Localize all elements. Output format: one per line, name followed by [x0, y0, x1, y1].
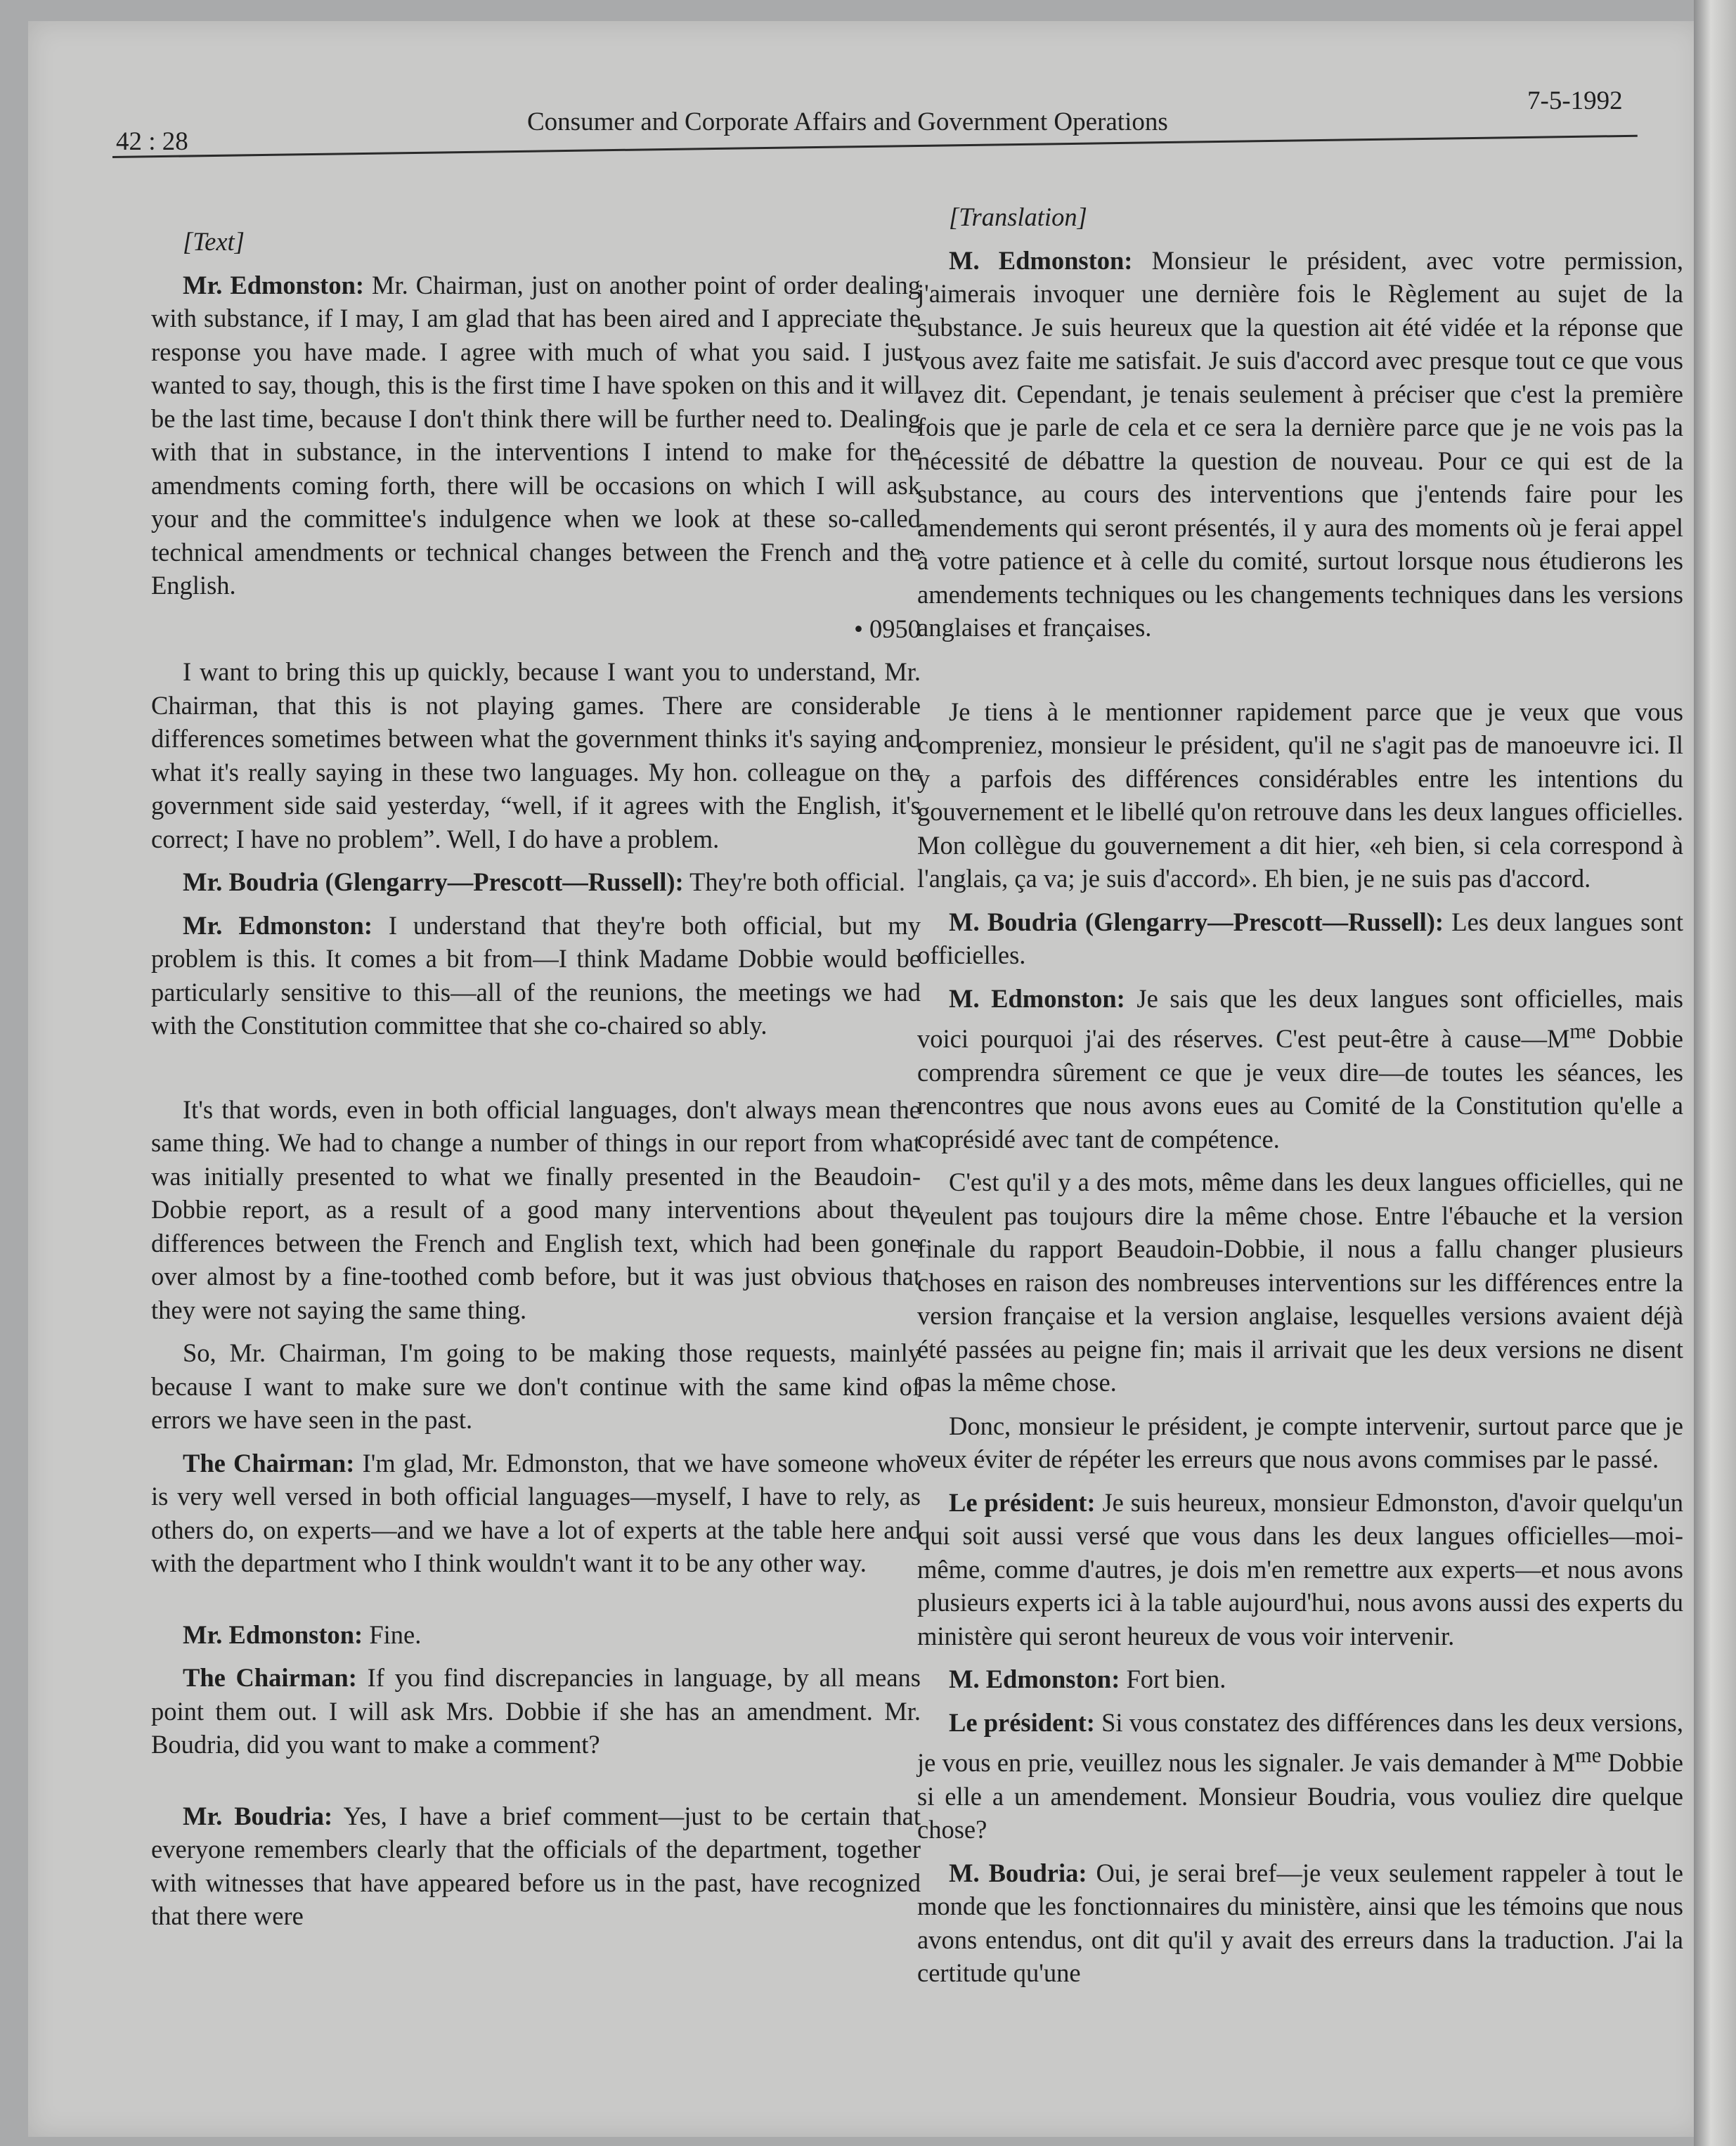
- speech: I understand that they're both official, but my problem is this. It comes a bit from—I think Madame Dobbie would be particularly sensitive to this—all of the reunions, the meetings we had with the Constitution committee that she co-chaired so ably.: [151, 910, 921, 1040]
- speech: Les deux langues sont officielles.: [917, 907, 1683, 969]
- speaker: M. Boudria (Glengarry—Prescott—Russell):: [949, 907, 1444, 936]
- speaker: Mr. Edmonston:: [183, 1620, 363, 1649]
- speech: Monsieur le président, avec votre permission, j'aimerais invoquer une dernière fois le Règlement au sujet de la substance. Je suis heureux que la question ait été vidée et la réponse que vous avez faite me satisfait. Je suis d'accord avec presque tout ce que vous avez dit. Cependant, je tenais seulement à préciser que c'est la première fois que je parle de cela et ce sera la dernière parce que je ne vois pas la nécessité de débattre la question de nouveau. Pour ce qui est de la substance, au cours des interventions que j'entends faire pour les amendements qui seront présentés, il y aura des moments où je ferai appel à votre patience et à celle du comité, surtout lorsque nous étudierons les amendements techniques ou les changements techniques dans les versions anglaises et françaises.: [917, 245, 1683, 642]
- page-number: 42 : 28: [116, 127, 188, 156]
- paragraph: [917, 244, 1683, 645]
- speaker: Mr. Edmonston:: [183, 270, 365, 299]
- page-date: 7-5-1992: [1527, 86, 1623, 115]
- speech: Si vous constatez des différences dans les deux versions, je vous en prie, veuillez nous les signaler. Je vais demander à M: [917, 1707, 1683, 1778]
- paragraph: [917, 1706, 1683, 1847]
- speech: Je sais que les deux langues sont officielles, mais voici pourquoi j'ai des réserves. C'est peut-être à cause—M: [917, 983, 1683, 1054]
- speech: Dobbie si elle a un amendement. Monsieur Boudria, vous vouliez dire quelque chose?: [917, 1748, 1684, 1844]
- speech: Oui, je serai bref—je veux seulement rappeler à tout le monde que les fonctionnaires du ministère, ainsi que les témoins que nous avons entendus, ont dit qu'il y avait des erreurs dans la traduction. J'ai la certitude qu'une: [917, 1858, 1683, 1988]
- spacer: [151, 1052, 921, 1093]
- paragraph: C'est qu'il y a des mots, même dans les deux langues officielles, qui ne veulent pas toujours dire la même chose. Entre l'ébauche et la version finale du rapport Beaudoin-Dobbie, il nous a fallu changer plusieurs choses en raison des nombreuses interventions sur les différences entre la version française et la version anglaise, lesquelles versions avaient déjà été passées au peigne fin; mais il arrivait que les deux versions ne disent pas la même chose.: [917, 1168, 1683, 1397]
- speech: If you find discrepancies in language, by all means point them out. I will ask Mrs. Dobbie if she has an amendment. Mr. Boudria, did you want to make a comment?: [151, 1663, 921, 1759]
- speaker: Le président:: [949, 1707, 1095, 1737]
- speech: They're both official.: [683, 867, 906, 896]
- paragraph: I want to bring this up quickly, because I want you to understand, Mr. Chairman, that this is not playing games. There are considerable differences sometimes between what the government thinks it's saying and what it's really saying in these two languages. My hon. colleague on the government side said yesterday, “well, if it agrees with the English, it's correct; I have no problem”. Well, I do have a problem.: [151, 657, 921, 853]
- speaker: The Chairman:: [183, 1448, 355, 1478]
- paragraph: [151, 1447, 921, 1580]
- paragraph: [151, 865, 921, 899]
- superscript: me: [1569, 1019, 1596, 1043]
- french-column: [917, 200, 1683, 2000]
- english-column: [151, 225, 921, 1943]
- paragraph: Je tiens à le mentionner rapidement parce que je veux que vous compreniez, monsieur le président, qu'il ne s'agit pas de manoeuvre ici. Il y a parfois des différences considérables entre les intentions du gouvernement et le libellé qu'on retrouve dans les deux langues officielles. Mon collègue du gouvernement a dit hier, «eh bien, si cela correspond à l'anglais, ça va; je suis d'accord». Eh bien, je ne suis pas d'accord.: [917, 697, 1683, 893]
- header-rule: [112, 135, 1638, 158]
- paragraph: [917, 1662, 1683, 1696]
- spacer: [917, 654, 1683, 695]
- paragraph: [917, 982, 1683, 1156]
- paragraph: So, Mr. Chairman, I'm going to be making those requests, mainly because I want to make sure we don't continue with the same kind of errors we have seen in the past.: [151, 1338, 921, 1434]
- paragraph: [917, 1856, 1683, 1990]
- translation-label: [Translation]: [949, 202, 1087, 231]
- paragraph: It's that words, even in both official languages, don't always mean the same thing. We had to change a number of things in our report from what was initially presented to what we finally presented in the Beaudoin-Dobbie report, as a result of a good many interventions about the differences between the French and English text, which had been gone over almost by a fine-toothed comb before, but it was just obvious that they were not saying the same thing.: [151, 1094, 921, 1324]
- speech: Yes, I have a brief comment—just to be certain that everyone remembers clearly that the officials of the department, together with witnesses that have appeared before us in the past, have recognized that there were: [151, 1801, 921, 1930]
- paragraph: [151, 269, 921, 602]
- speech: Fine.: [363, 1620, 422, 1649]
- superscript: me: [1575, 1743, 1602, 1768]
- spacer: [151, 1771, 921, 1799]
- speaker: The Chairman:: [183, 1663, 357, 1692]
- time-marker: • 0950: [854, 614, 921, 643]
- paragraph: [151, 909, 921, 1042]
- book-spine: [1694, 0, 1736, 2146]
- paragraph: Donc, monsieur le président, je compte intervenir, surtout parce que je veux éviter de répéter les erreurs que nous avons commises par le passé.: [917, 1411, 1683, 1474]
- speaker: Mr. Boudria (Glengarry—Prescott—Russell):: [183, 867, 684, 896]
- speaker: M. Boudria:: [949, 1858, 1087, 1887]
- running-head: Consumer and Corporate Affairs and Government Operations: [527, 108, 1168, 136]
- speaker: M. Edmonston:: [949, 245, 1133, 275]
- paragraph: [151, 1799, 921, 1933]
- document-page: [28, 21, 1701, 2137]
- paragraph: [151, 1618, 921, 1652]
- speech: Dobbie comprendra sûrement ce que je veux dire—de toutes les séances, les rencontres que nous avons eues au Comité de la Constitution qu'elle a coprésidé avec tant de compétence.: [917, 1024, 1683, 1153]
- speaker: M. Edmonston:: [949, 983, 1125, 1013]
- speech: Fort bien.: [1120, 1665, 1226, 1694]
- speech: Mr. Chairman, just on another point of order dealing with substance, if I may, I am glad that has been aired and I appreciate the response you have made. I agree with much of what you said. I just wanted to say, though, this is the first time I have spoken on this and it will be the last time, because I don't think there will be further need to. Dealing with that in substance, in the interventions I intend to make for the amendments coming forth, there will be occasions on which I will ask your and the committee's indulgence when we look at these so-called technical amendments or technical changes between the French and the English.: [151, 270, 921, 600]
- speaker: M. Edmonston:: [949, 1665, 1120, 1694]
- speaker: Mr. Boudria:: [183, 1801, 333, 1830]
- paragraph: [151, 1661, 921, 1762]
- paragraph: [917, 905, 1683, 972]
- speech: Je suis heureux, monsieur Edmonston, d'avoir quelqu'un qui soit aussi versé que vous dans les deux langues officielles—moi-même, comme d'autres, je dois m'en remettre aux experts—et nous avons plusieurs experts ici à la table aujourd'hui, nous avons aussi des experts du ministère qui seront heureux de vous voir intervenir.: [917, 1487, 1684, 1650]
- spacer: [151, 1590, 921, 1618]
- paragraph: [917, 1486, 1683, 1653]
- text-label: [Text]: [183, 227, 245, 256]
- speech: I'm glad, Mr. Edmonston, that we have someone who is very well versed in both official languages—myself, I have to rely, as others do, on experts—and we have a lot of experts at the table here and with the department who I think wouldn't want it to be any other way.: [151, 1448, 921, 1577]
- speaker: Mr. Edmonston:: [183, 910, 373, 940]
- speaker: Le président:: [949, 1487, 1096, 1517]
